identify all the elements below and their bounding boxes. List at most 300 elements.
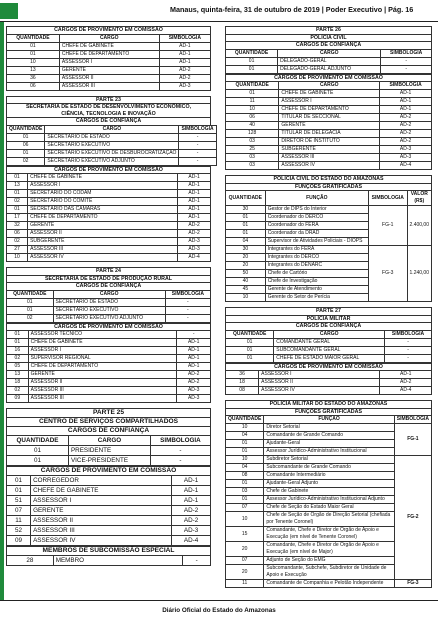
simb-cell: AD-2 [380, 138, 432, 146]
commission-table [225, 370, 432, 395]
column-header: SIMBOLOGIA [380, 82, 432, 90]
qty-cell: 32 [7, 222, 28, 230]
simb-cell: AD-2 [178, 230, 211, 238]
commission-table [6, 475, 211, 546]
cargo-cell: GERENTE [28, 222, 178, 230]
funcao-cell: Assessor Jurídico-Administrativo Institucional [264, 448, 394, 456]
table-row [7, 486, 211, 496]
qty-cell: 01 [226, 346, 274, 354]
cargo-cell: SUBCOMANDANTE GERAL [274, 346, 385, 354]
simb-cell: AD-1 [178, 182, 211, 190]
funcao-cell: Comandante, Chefe e Diretor de Órgão de Apoio e Execução (em nível de Major) [264, 542, 394, 557]
confidence-table [225, 49, 432, 74]
valor-cell: 2.400,00 [407, 206, 431, 246]
simb-cell: AD-1 [177, 355, 211, 363]
table-row [7, 141, 217, 149]
simb-cell: - [385, 354, 432, 362]
table-row [226, 162, 432, 170]
qty-cell: 20 [226, 542, 264, 557]
qty-cell: 13 [7, 182, 28, 190]
qty-cell: 01 [226, 480, 264, 488]
confidence-table [225, 330, 432, 363]
qty-cell: 01 [226, 496, 264, 504]
qty-cell: 06 [7, 230, 28, 238]
qty-cell: 02 [7, 314, 54, 322]
left-block-4 [6, 408, 211, 566]
qty-cell: 02 [7, 198, 28, 206]
qty-cell: 01 [7, 133, 45, 141]
confidence-title: CARGOS DE CONFIANÇA [6, 117, 211, 125]
simb-cell: AD-2 [380, 379, 432, 387]
commission-table [6, 173, 211, 262]
table-row [7, 222, 211, 230]
table-row [7, 526, 211, 536]
cargo-cell: CHEFE DE DEPARTAMENTO [279, 106, 380, 114]
qty-cell: 10 [226, 456, 264, 464]
cargo-cell: COMANDANTE GERAL [274, 338, 385, 346]
qty-cell: 01 [7, 339, 29, 347]
simb-cell: AD-3 [380, 146, 432, 154]
left-block-1 [6, 26, 211, 91]
table-row [7, 446, 211, 456]
qty-cell: 08 [226, 472, 264, 480]
qty-cell: 25 [226, 146, 279, 154]
qty-cell: 16 [7, 347, 29, 355]
table-row [226, 371, 432, 379]
qty-cell: 04 [226, 464, 264, 472]
funcao-cell: Comandante Intermediário [264, 472, 394, 480]
table-row [7, 82, 211, 90]
table-row [7, 379, 211, 387]
cargo-cell: CHEFE DE ESTADO MAIOR GERAL [274, 354, 385, 362]
simb-cell: - [179, 149, 216, 157]
column-header: SIMBOLOGIA [159, 34, 210, 42]
cargo-cell: SECRETÁRIO DAS CÂMARAS [28, 206, 178, 214]
table-row [7, 238, 211, 246]
simb-cell: FG-2 [394, 456, 431, 580]
column-header: SIMBOLOGIA [394, 416, 431, 424]
qty-cell: 17 [7, 214, 28, 222]
cargo-cell: ASSESSOR III [28, 387, 177, 395]
table-row [226, 90, 432, 98]
simb-cell: - [385, 338, 432, 346]
qty-cell: 02 [7, 387, 29, 395]
simb-cell: AD-3 [177, 387, 211, 395]
column-header: SIMBOLOGIA [381, 49, 432, 57]
cargo-cell: ASSESSOR I [31, 496, 172, 506]
cargo-cell: ASSESSOR III [28, 395, 177, 403]
qty-cell: 40 [226, 278, 266, 286]
qty-cell: 36 [226, 371, 259, 379]
qty-cell: 01 [226, 57, 278, 65]
qty-cell: 15 [226, 527, 264, 542]
cargo-cell: SECRETÁRIO EXECUTIVO DE DESBUROCRATIZAÇÃO [45, 149, 179, 157]
qty-cell: 01 [226, 90, 279, 98]
qty-cell: 02 [7, 157, 45, 165]
simb-cell: AD-1 [172, 476, 211, 486]
cargo-cell: CHEFE DE GABINETE [28, 339, 177, 347]
secretaria-title: POLÍCIA CIVIL [225, 34, 432, 42]
column-header: QUANTIDADE [7, 34, 60, 42]
qty-cell: 10 [7, 58, 60, 66]
header-accent [0, 3, 18, 19]
commission-title: CARGOS DE PROVIMENTO EM COMISSÃO [6, 466, 211, 475]
simb-cell: AD-1 [177, 347, 211, 355]
qty-cell: 45 [226, 286, 266, 294]
table-row [7, 174, 211, 182]
column-header: QUANTIDADE [7, 436, 69, 446]
cargo-cell: CHEFE DE GABINETE [279, 90, 380, 98]
column-header: SIMBOLOGIA [385, 330, 432, 338]
table-row [226, 206, 432, 214]
left-block-3 [6, 267, 211, 403]
members-title: MEMBROS DE SUBCOMISSÃO ESPECIAL [6, 546, 211, 555]
table-row [226, 146, 432, 154]
table-row [7, 42, 211, 50]
page-header [0, 0, 438, 22]
simb-cell: AD-1 [177, 339, 211, 347]
qty-cell: 06 [7, 82, 60, 90]
simb-cell: AD-1 [178, 214, 211, 222]
simb-cell: - [381, 57, 432, 65]
table-row [7, 190, 211, 198]
simb-cell: FG-3 [394, 580, 431, 588]
secretaria-title: SECRETARIA DE ESTADO DE PRODUÇÃO RURAL [6, 275, 211, 283]
qty-cell: 06 [226, 114, 279, 122]
simb-cell: AD-2 [177, 379, 211, 387]
funcao-cell: Assessor Jurídico-Administrativo Institucional Adjunto [264, 496, 394, 504]
qty-cell: 02 [7, 355, 29, 363]
qty-cell: 36 [7, 74, 60, 82]
simb-cell: AD-1 [380, 106, 432, 114]
qty-cell: 30 [226, 246, 266, 254]
qty-cell: 40 [226, 122, 279, 130]
funcao-cell: Integrantes do DENARC [265, 262, 368, 270]
qty-cell: 06 [7, 141, 45, 149]
funcao-cell: Integrantes do FERA [265, 246, 368, 254]
table-row [7, 198, 211, 206]
table-row [226, 154, 432, 162]
table-row [7, 506, 211, 516]
qty-cell: 28 [7, 556, 54, 566]
fg-subtitle: FUNÇÕES GRATIFICADAS [225, 408, 432, 416]
simb-cell: - [165, 314, 210, 322]
funcao-cell: Chefe de Investigação [265, 278, 368, 286]
cargo-cell: SECRETÁRIO EXECUTIVO [53, 306, 165, 314]
qty-cell: 01 [7, 174, 28, 182]
qty-cell: 01 [7, 456, 69, 466]
part-title: PARTE 23 [6, 96, 211, 104]
simb-cell: AD-3 [177, 395, 211, 403]
qty-cell: 10 [226, 106, 279, 114]
simb-cell: AD-2 [172, 516, 211, 526]
qty-cell: 01 [226, 65, 278, 73]
table-row [226, 338, 432, 346]
cargo-cell: CHEFE DE DEPARTAMENTO [28, 363, 177, 371]
simb-cell: AD-1 [172, 496, 211, 506]
table-row [7, 50, 211, 58]
table-row [226, 130, 432, 138]
table-row [7, 339, 211, 347]
table-row [7, 306, 211, 314]
simb-cell: AD-3 [172, 526, 211, 536]
qty-cell: 09 [7, 536, 31, 546]
footer-text: Diário Oficial do Estado do Amazonas [162, 607, 276, 614]
funcao-cell: Subcomandante de Grande Comando [264, 464, 394, 472]
table-row [226, 354, 432, 362]
qty-cell: 03 [226, 154, 279, 162]
column-header: CARGO [45, 125, 179, 133]
table-row [7, 206, 211, 214]
qty-cell: 13 [7, 66, 60, 74]
commission-table [225, 81, 432, 170]
confidence-table [6, 290, 211, 323]
cargo-cell: SECRETÁRIO EXECUTIVO [45, 141, 179, 149]
fg-title: POLÍCIA CIVIL DO ESTADO DO AMAZONAS [225, 175, 432, 183]
valor-cell: 1.240,00 [407, 246, 431, 302]
table-row [7, 157, 217, 165]
commission-title: CARGOS DE PROVIMENTO EM COMISSÃO [6, 323, 211, 331]
table-row [226, 98, 432, 106]
simb-cell: AD-2 [380, 122, 432, 130]
table-row [7, 66, 211, 74]
column-header: SIMBOLOGIA [368, 191, 407, 206]
cargo-cell: SECRETÁRIO DE ESTADO [53, 298, 165, 306]
confidence-title: CARGOS DE CONFIANÇA [6, 282, 211, 290]
cargo-cell: ASSESSOR I [259, 371, 380, 379]
qty-cell: 51 [7, 496, 31, 506]
qty-cell: 07 [7, 506, 31, 516]
right-block-1 [225, 26, 432, 170]
left-column [6, 26, 214, 571]
cargo-cell: ASSESSOR III [59, 82, 159, 90]
qty-cell: 01 [7, 486, 31, 496]
funcao-cell: Chefe de Gabinete [264, 488, 394, 496]
cargo-cell: SUBGERENTE [28, 238, 178, 246]
cargo-cell: ASSESSOR IV [279, 162, 380, 170]
confidence-table [6, 435, 211, 466]
cargo-cell: SECRETÁRIO EXECUTIVO ADJUNTO [53, 314, 165, 322]
simb-cell: FG-1 [368, 206, 407, 246]
table-row [7, 58, 211, 66]
qty-cell: 07 [226, 557, 264, 565]
table-row [7, 395, 211, 403]
cargo-cell: CHEFE DE GABINETE [31, 486, 172, 496]
secretaria-title: POLÍCIA MILITAR [225, 315, 432, 323]
column-header: VALOR (R$) [407, 191, 431, 206]
table-row [7, 355, 211, 363]
funcao-cell: Gerente de Atendimento [265, 286, 368, 294]
commission-table [6, 330, 211, 403]
qty-cell: 10 [226, 424, 264, 432]
table-row [226, 106, 432, 114]
qty-cell: 02 [7, 238, 28, 246]
simb-cell: - [183, 556, 211, 566]
cargo-cell: CHEFE DE DEPARTAMENTO [28, 214, 178, 222]
simb-cell: FG-3 [368, 246, 407, 302]
simb-cell: AD-1 [177, 363, 211, 371]
cargo-cell: ASSESSOR II [259, 379, 380, 387]
funcao-cell: Gerente do Setor de Perícia [265, 294, 368, 302]
cargo-cell: DELEGADO-GERAL ADJUNTO [278, 65, 381, 73]
funcao-cell: Chefe de Seção do Estado Maior Geral [264, 504, 394, 512]
simb-cell: AD-2 [178, 222, 211, 230]
fg-subtitle: FUNÇÕES GRATIFICADAS [225, 183, 432, 191]
commission-title: CARGOS DE PROVIMENTO EM COMISSÃO [6, 166, 211, 174]
cargo-cell: CHEFE DE GABINETE [28, 174, 178, 182]
simb-cell: AD-3 [178, 246, 211, 254]
qty-cell: 20 [226, 254, 266, 262]
simb-cell: AD-1 [159, 42, 210, 50]
confidence-table [6, 125, 217, 166]
table-row [7, 246, 211, 254]
cargo-cell: ASSESSOR TÉCNICO [28, 331, 177, 339]
qty-cell: 09 [7, 395, 29, 403]
table-row [7, 74, 211, 82]
cargo-cell: ASSESSOR II [28, 230, 178, 238]
funcao-cell: Comandante de Companhia e Pelotão Independente [264, 580, 394, 588]
column-header: QUANTIDADE [226, 49, 278, 57]
funcao-cell: Gestor de DIPS do Interior [265, 206, 368, 214]
simb-cell: - [150, 446, 210, 456]
cargo-cell: SECRETÁRIO DO CODAM [28, 190, 178, 198]
table-row [7, 254, 211, 262]
funcao-cell: Subdiretor Setorial [264, 456, 394, 464]
qty-cell: 11 [226, 580, 264, 588]
table-row [7, 149, 217, 157]
table-row [226, 580, 432, 588]
table-row [226, 424, 432, 432]
right-column [225, 26, 432, 593]
right-block-2 [225, 175, 432, 302]
qty-cell: 01 [7, 298, 54, 306]
qty-cell: 30 [226, 206, 266, 214]
qty-cell: 11 [7, 516, 31, 526]
simb-cell: - [381, 65, 432, 73]
commission-title: CARGOS DE PROVIMENTO EM COMISSÃO [225, 74, 432, 82]
cargo-cell: TITULAR DE DELEGACIA [279, 130, 380, 138]
cargo-cell: SECRETÁRIO DE ESTADO [45, 133, 179, 141]
part-title: PARTE 25 [6, 408, 211, 417]
part-title: PARTE 24 [6, 267, 211, 275]
table-row [7, 314, 211, 322]
qty-cell: 01 [7, 331, 29, 339]
qty-cell: 20 [226, 262, 266, 270]
funcao-cell: Comandante de Grande Comando [264, 432, 394, 440]
simb-cell: AD-1 [178, 206, 211, 214]
cargo-cell: SECRETÁRIO DO COMITÊ [28, 198, 178, 206]
confidence-title: CARGOS DE CONFIANÇA [225, 41, 432, 49]
table-row [7, 182, 211, 190]
table-row [7, 536, 211, 546]
funcao-cell: Coordenador do FERA [265, 222, 368, 230]
funcao-cell: Diretor Setorial [264, 424, 394, 432]
column-header: QUANTIDADE [226, 330, 274, 338]
qty-cell: 50 [226, 270, 266, 278]
fg-title: POLÍCIA MILITAR DO ESTADO DO AMAZONAS [225, 400, 432, 408]
simb-cell: AD-4 [178, 254, 211, 262]
qty-cell: 27 [7, 246, 28, 254]
qty-cell: 01 [226, 448, 264, 456]
part-title: PARTE 27 [225, 307, 432, 315]
qty-cell: 03 [226, 138, 279, 146]
simb-cell: AD-2 [177, 371, 211, 379]
cargo-cell: SUBGERENTE [279, 146, 380, 154]
simb-cell: - [179, 157, 216, 165]
commission-table [6, 34, 211, 91]
table-row [7, 133, 217, 141]
table-row [226, 122, 432, 130]
cargo-cell: DELEGADO-GERAL [278, 57, 381, 65]
block-title: CARGOS DE PROVIMENTO EM COMISSÃO [6, 26, 211, 34]
simb-cell: AD-1 [178, 174, 211, 182]
cargo-cell: GERENTE [31, 506, 172, 516]
commission-title: CARGOS DE PROVIMENTO EM COMISSÃO [225, 363, 432, 371]
simb-cell: AD-2 [380, 114, 432, 122]
table-row [7, 214, 211, 222]
simb-cell: AD-3 [159, 82, 210, 90]
qty-cell: 01 [7, 306, 54, 314]
simb-cell: AD-2 [380, 130, 432, 138]
qty-cell: 13 [7, 371, 29, 379]
funcao-cell: Ajudante-Geral Adjunto [264, 480, 394, 488]
cargo-cell: ASSESSOR II [31, 516, 172, 526]
column-header: QUANTIDADE [226, 82, 279, 90]
right-block-4 [225, 400, 432, 588]
left-block-2 [6, 96, 214, 263]
qty-cell: 52 [7, 526, 31, 536]
secretaria-title: SECRETARIA DE ESTADO DE DESENVOLVIMENTO ECONÔMICO, CIÊNCIA, TECNOLOGIA E INOVAÇÃO [6, 103, 211, 117]
table-row [7, 347, 211, 355]
table-row [7, 387, 211, 395]
cargo-cell: ASSESSOR III [31, 526, 172, 536]
qty-cell: 05 [7, 363, 29, 371]
qty-cell: 01 [7, 149, 45, 157]
funcao-cell: Coordenador do DERCO [265, 214, 368, 222]
cargo-cell: SECRETÁRIO EXECUTIVO ADJUNTO [45, 157, 179, 165]
simb-cell: - [385, 346, 432, 354]
fg-table [225, 415, 432, 588]
funcao-cell: Coordenador da DRAD [265, 230, 368, 238]
cargo-cell: CHEFE DE GABINETE [59, 42, 159, 50]
qty-cell: 04 [226, 432, 264, 440]
qty-cell: 18 [226, 379, 259, 387]
funcao-cell: Chefe de Cartório [265, 270, 368, 278]
header-text: Manaus, quinta-feira, 31 de outubro de 2019 | Poder Executivo | Pág. 16 [170, 5, 414, 14]
cargo-cell: ASSESSOR III [279, 154, 380, 162]
simb-cell: AD-1 [380, 98, 432, 106]
table-row [7, 476, 211, 486]
qty-cell: 20 [226, 565, 264, 580]
column-header: CARGO [274, 330, 385, 338]
qty-cell: 01 [7, 206, 28, 214]
qty-cell: 01 [226, 440, 264, 448]
funcao-cell: Ajudante-Geral [264, 440, 394, 448]
column-header: CARGO [279, 82, 380, 90]
right-block-3 [225, 307, 432, 395]
left-accent-bar [0, 22, 4, 600]
cargo-cell: ASSESSOR II [28, 379, 177, 387]
cargo-cell: ASSESSOR I [59, 58, 159, 66]
table-row [7, 363, 211, 371]
table-row [226, 387, 432, 395]
simb-cell: AD-4 [380, 387, 432, 395]
confidence-title: CARGOS DE CONFIANÇA [6, 426, 211, 435]
column-header: QUANTIDADE [7, 290, 54, 298]
table-row [7, 496, 211, 506]
cargo-cell: ASSESSOR II [59, 74, 159, 82]
cargo-cell: ASSESSOR I [28, 347, 177, 355]
